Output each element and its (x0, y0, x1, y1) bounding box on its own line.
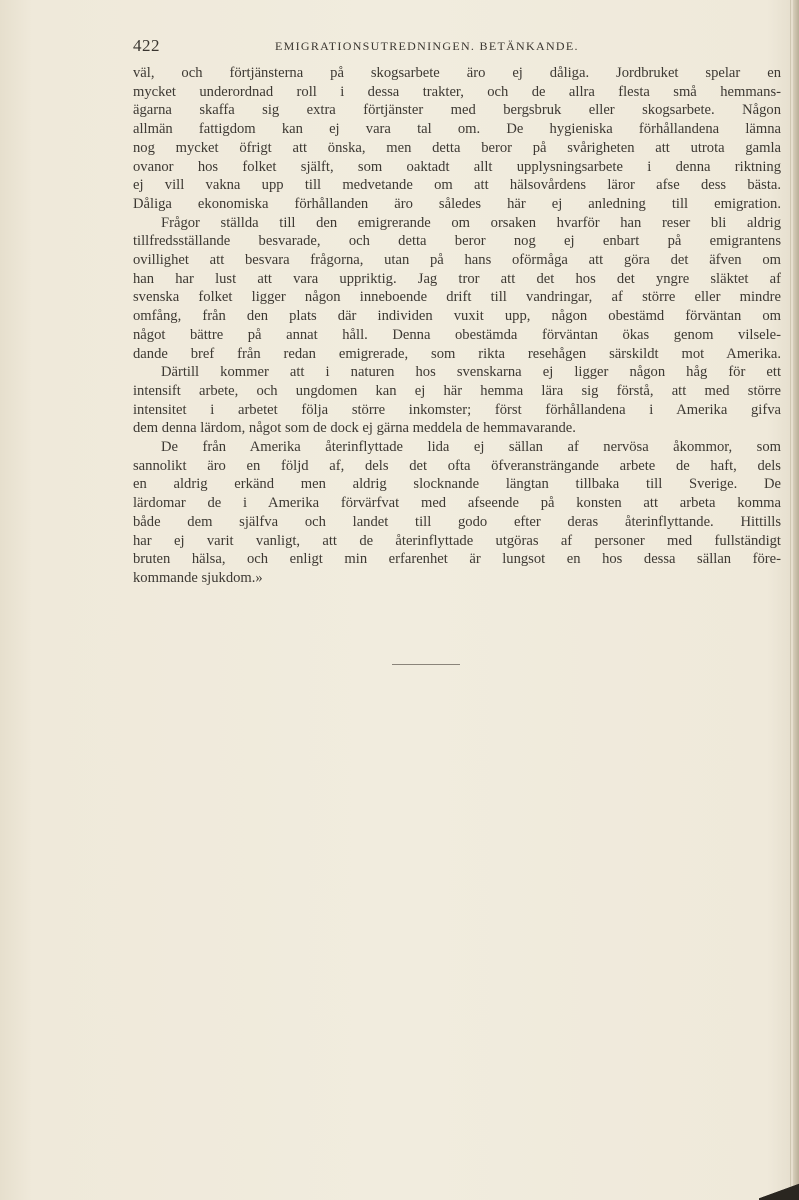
running-title: EMIGRATIONSUTREDNINGEN. BETÄNKANDE. (275, 39, 579, 53)
text-line: har ej varit vanligt, att de återinflyttade utgöras af personer med fullständigt (133, 532, 781, 549)
text-line: dande bref från redan emigrerade, som rikta resehågen särskildt mot Amerika. (133, 345, 781, 362)
page-edge-line (790, 0, 791, 1200)
text-line: tillfredsställande besvarade, och detta beror nog ej enbart på emigrantens (133, 233, 781, 250)
text-line: Därtill kommer att i naturen hos svenskarna ej ligger någon håg för ett (161, 364, 781, 381)
text-line: sannolikt äro en följd af, dels det ofta öfveransträngande arbete de haft, dels (133, 457, 781, 474)
page-corner-shadow (759, 1178, 799, 1200)
text-line: väl, och förtjänsterna på skogsarbete äro ej dåliga. Jordbruket spelar en (133, 65, 781, 81)
text-line: han har lust att vara uppriktig. Jag tror att det hos det yngre släktet af (133, 270, 781, 287)
text-line: nog mycket öfrigt att önska, men detta beror på svårigheten att utrota gamla (133, 139, 781, 156)
text-line: bruten hälsa, och enligt min erfarenhet är lungsot en hos dessa sällan före- (133, 551, 781, 568)
text-line: ovillighet att besvara frågorna, utan på hans oförmåga att göra det äfven om (133, 252, 781, 269)
text-line: dem denna lärdom, något som de dock ej gärna meddela de hemmavarande. (133, 420, 576, 437)
text-line: ovanor hos folket själft, som oaktadt allt upplysningsarbete i denna riktning (133, 158, 781, 175)
body-text (133, 64, 781, 588)
text-line: intensift arbete, och ungdomen kan ej här hemma lära sig förstå, att med större (133, 382, 781, 399)
text-line: omfång, från den plats där individen vuxit upp, någon obestämd förväntan om (133, 308, 781, 325)
text-line: både dem själfva och landet till godo efter deras återinflyttande. Hittills (133, 513, 781, 530)
section-divider (392, 664, 460, 665)
text-line: allmän fattigdom kan ej vara tal om. De hygieniska förhållandena lämna (133, 121, 781, 138)
text-line: lärdomar de i Amerika förvärfvat med afseende på konsten att arbeta komma (133, 495, 781, 512)
page-header (133, 36, 781, 56)
text-line: De från Amerika återinflyttade lida ej sällan af nervösa åkommor, som (161, 439, 781, 456)
text-line: svenska folket ligger någon inneboende drift till vandringar, af större eller mindre (133, 289, 781, 306)
text-line: en aldrig erkänd men aldrig slocknande längtan tillbaka till Sverige. De (133, 476, 781, 493)
text-line: ej vill vakna upp till medvetande om att hälsovårdens läror afse dess bästa. (133, 177, 781, 194)
text-line: något bättre på annat håll. Denna obestämda förväntan ökas genom vilsele- (133, 326, 781, 343)
text-line: intensitet i arbetet följa större inkomster; först förhållandena i Amerika gifva (133, 401, 781, 418)
page-number: 422 (133, 36, 160, 55)
text-line: mycket underordnad roll i dessa trakter, och de allra flesta små hemmans- (133, 83, 781, 100)
text-line: ägarna skaffa sig extra förtjänster med bergsbruk eller skogsarbete. Någon (133, 102, 781, 119)
text-line: Frågor ställda till den emigrerande om orsaken hvarför han reser bli aldrig (161, 214, 781, 231)
text-line: Dåliga ekonomiska förhållanden äro således här ej anledning till emigration. (133, 195, 781, 212)
page-edge-shadow (793, 0, 799, 1200)
text-line: kommande sjukdom.» (133, 569, 263, 586)
